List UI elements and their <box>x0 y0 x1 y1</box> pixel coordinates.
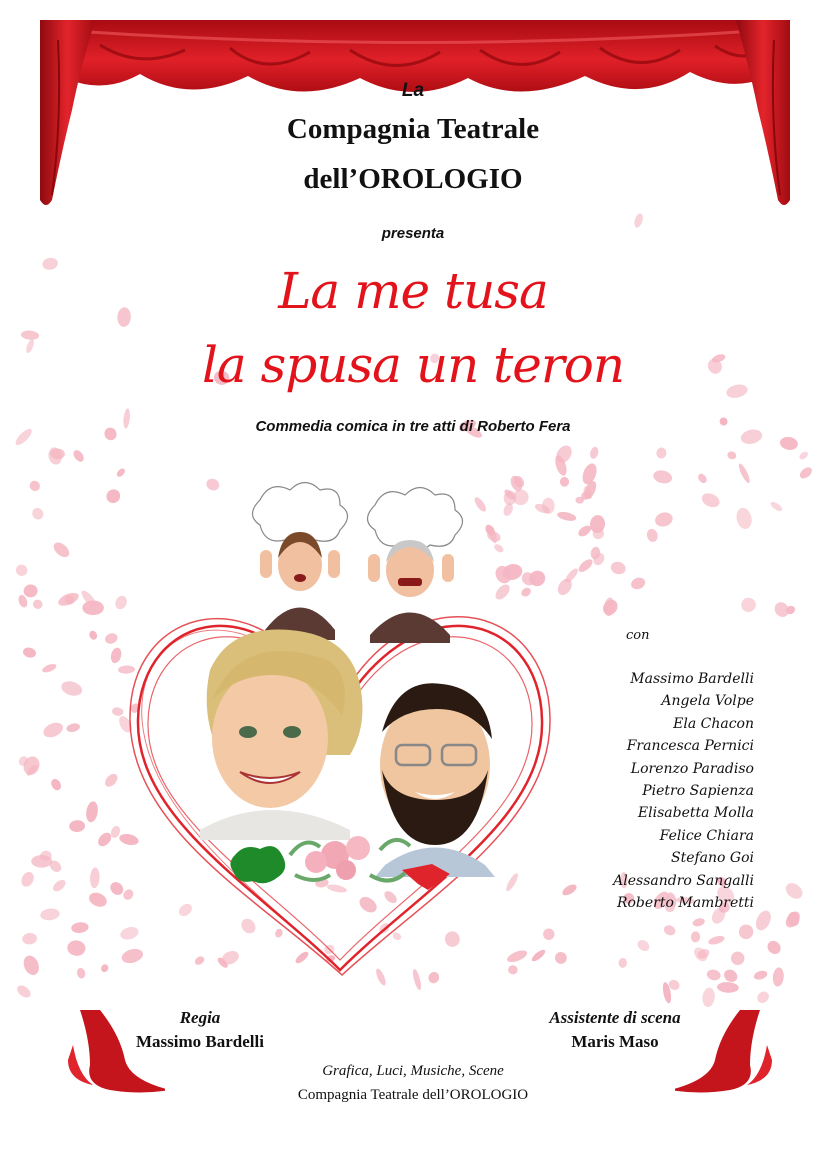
cast-member: Angela Volpe <box>661 693 754 710</box>
director-name: Massimo Bardelli <box>136 1032 264 1051</box>
crew-name: Compagnia Teatrale dell’OROLOGIO <box>297 1087 529 1103</box>
map-lombardy <box>230 846 285 883</box>
cast-member: Pietro Sapienza <box>642 783 754 800</box>
cast-member: Stefano Goi <box>670 850 754 867</box>
presents-label: presenta <box>381 225 445 242</box>
cast-member: Elisabetta Molla <box>637 805 754 822</box>
cast-member: Ela Chacon <box>673 715 754 732</box>
angry-woman-caricature <box>253 483 348 641</box>
company-name-line2: dell’OROLOGIO <box>303 163 523 195</box>
assistant-name: Maris Maso <box>571 1032 659 1051</box>
crew-label: Grafica, Luci, Musiche, Scene <box>322 1063 504 1079</box>
cast-heading: con <box>626 628 650 643</box>
assistant-label: Assistente di scena <box>549 1008 681 1027</box>
play-title-line1: La me tusa <box>278 262 548 320</box>
heart-illustration <box>120 470 560 980</box>
director-label: Regia <box>179 1008 221 1027</box>
cast-member: Roberto Mambretti <box>616 895 754 912</box>
intro-la: La <box>401 80 425 101</box>
cast-member: Alessandro Sangalli <box>613 872 754 889</box>
play-title-line2: la spusa un teron <box>201 336 625 394</box>
cast-member: Lorenzo Paradiso <box>630 760 754 777</box>
cast-member: Felice Chiara <box>659 827 754 844</box>
cast-list <box>613 668 754 914</box>
company-name-line1: Compagnia Teatrale <box>286 113 540 145</box>
woman-portrait <box>200 630 362 841</box>
play-subtitle: Commedia comica in tre atti di Roberto Fera <box>255 418 571 435</box>
cast-member: Massimo Bardelli <box>630 671 754 687</box>
cast-member: Francesca Pernici <box>626 738 754 755</box>
angry-man-caricature <box>368 488 463 644</box>
